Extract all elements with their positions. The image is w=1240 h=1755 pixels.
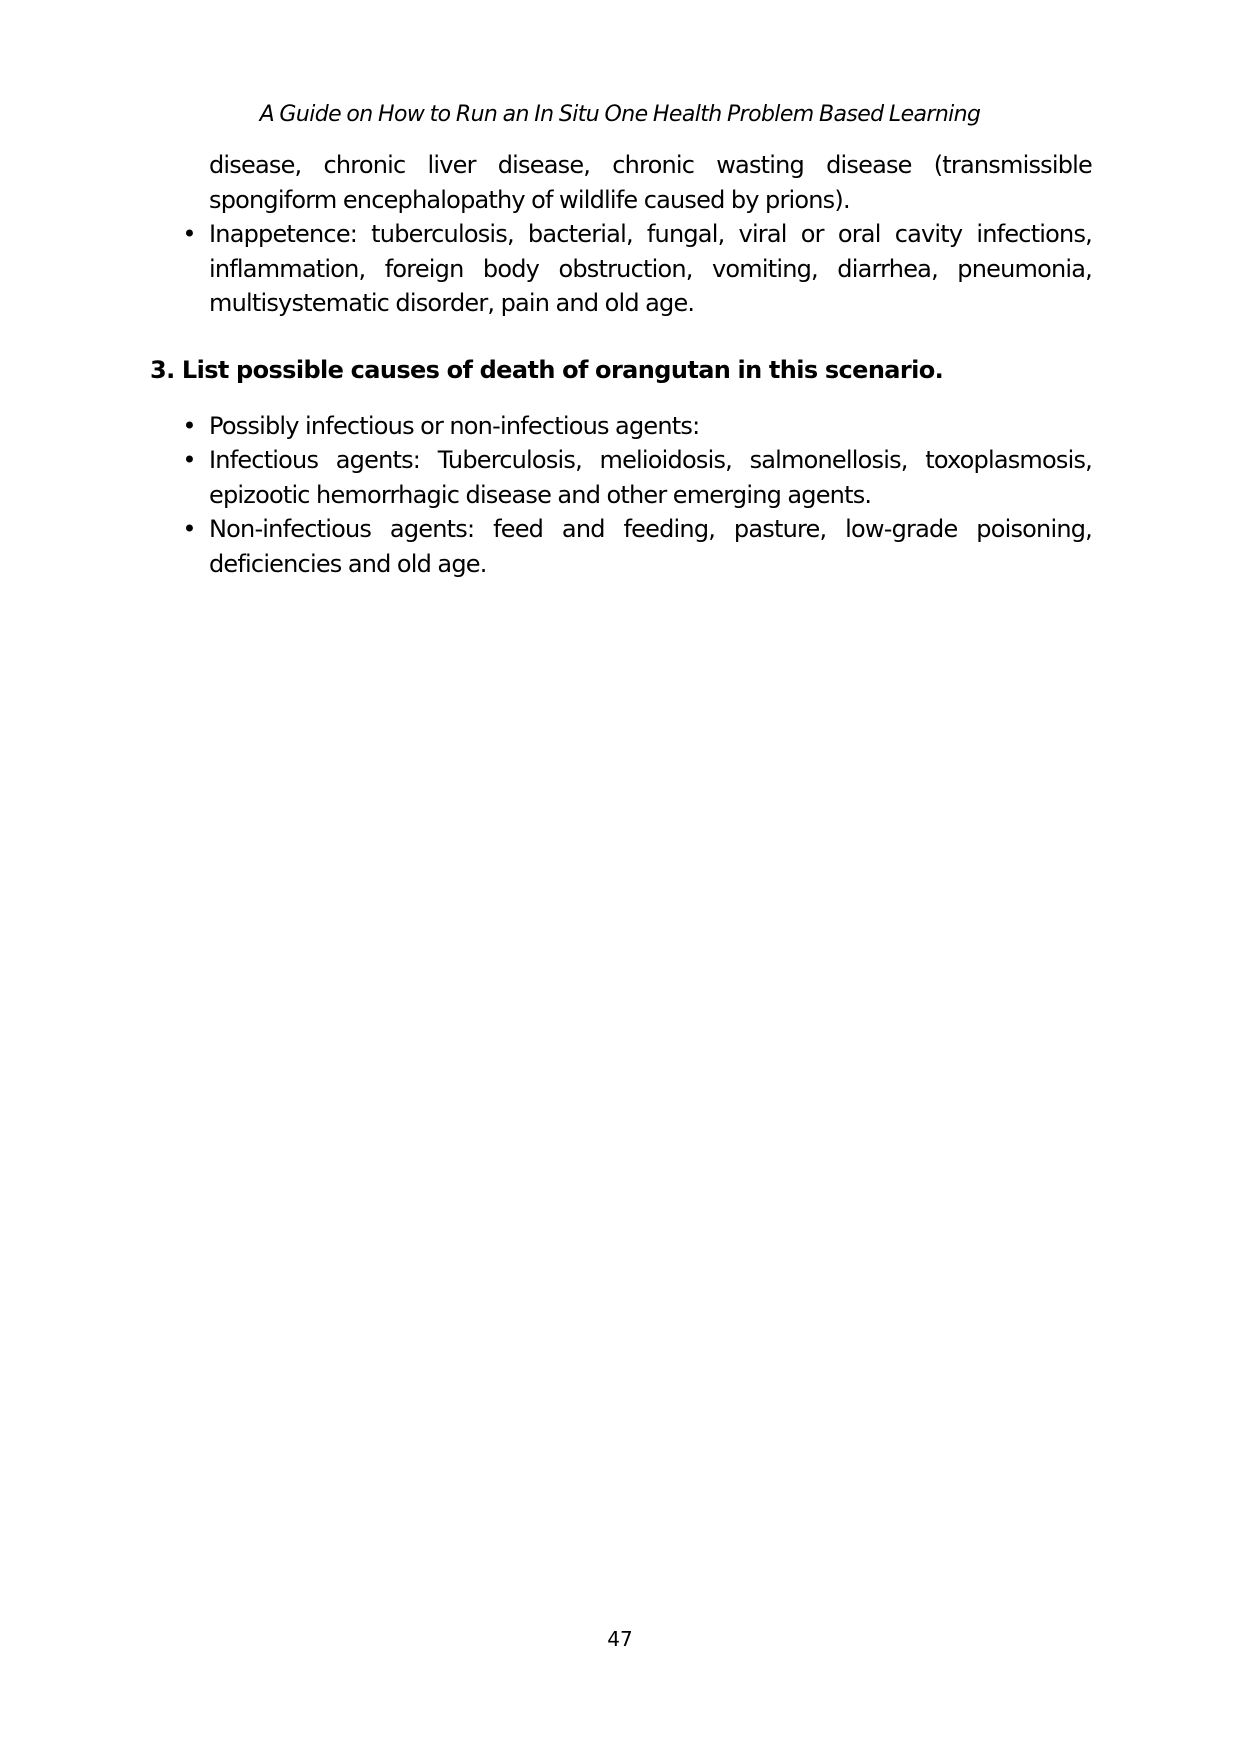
causes-bullet-list — [150, 409, 1092, 582]
list-item-text: Infectious agents: Tuberculosis, melioidosis, salmonellosis, toxoplasmosis, epizootic hemorrhagic disease and other emerging agents. — [209, 446, 1092, 509]
list-item-text: Non-infectious agents: feed and feeding, pasture, low-grade poisoning, deficiencies and old age. — [209, 515, 1092, 578]
list-item-text: Possibly infectious or non-infectious agents: — [209, 411, 700, 440]
list-item — [150, 443, 1092, 512]
bullet-icon: • — [182, 515, 196, 543]
page-number: 47 — [607, 1627, 633, 1651]
bullet-icon: • — [182, 446, 196, 474]
question-heading: 3. List possible causes of death of orangutan in this scenario. — [150, 355, 944, 384]
page-content — [150, 148, 1092, 581]
list-item-text: Inappetence: tuberculosis, bacterial, fungal, viral or oral cavity infections, inflammation, foreign body obstruction, vomiting, diarrhea, pneumonia, multisystematic disorder, pain and old age. — [209, 220, 1092, 317]
continuation-paragraph: disease, chronic liver disease, chronic wasting disease (transmissible spongiform encephalopathy of wildlife caused by prions). — [209, 151, 1092, 214]
bullet-icon: • — [182, 220, 196, 248]
symptom-bullet-list — [150, 217, 1092, 321]
bullet-icon: • — [182, 411, 196, 440]
list-item — [150, 409, 1092, 444]
list-item — [150, 217, 1092, 321]
list-item — [150, 512, 1092, 581]
running-header: A Guide on How to Run an In Situ One Health Problem Based Learning — [259, 102, 981, 127]
